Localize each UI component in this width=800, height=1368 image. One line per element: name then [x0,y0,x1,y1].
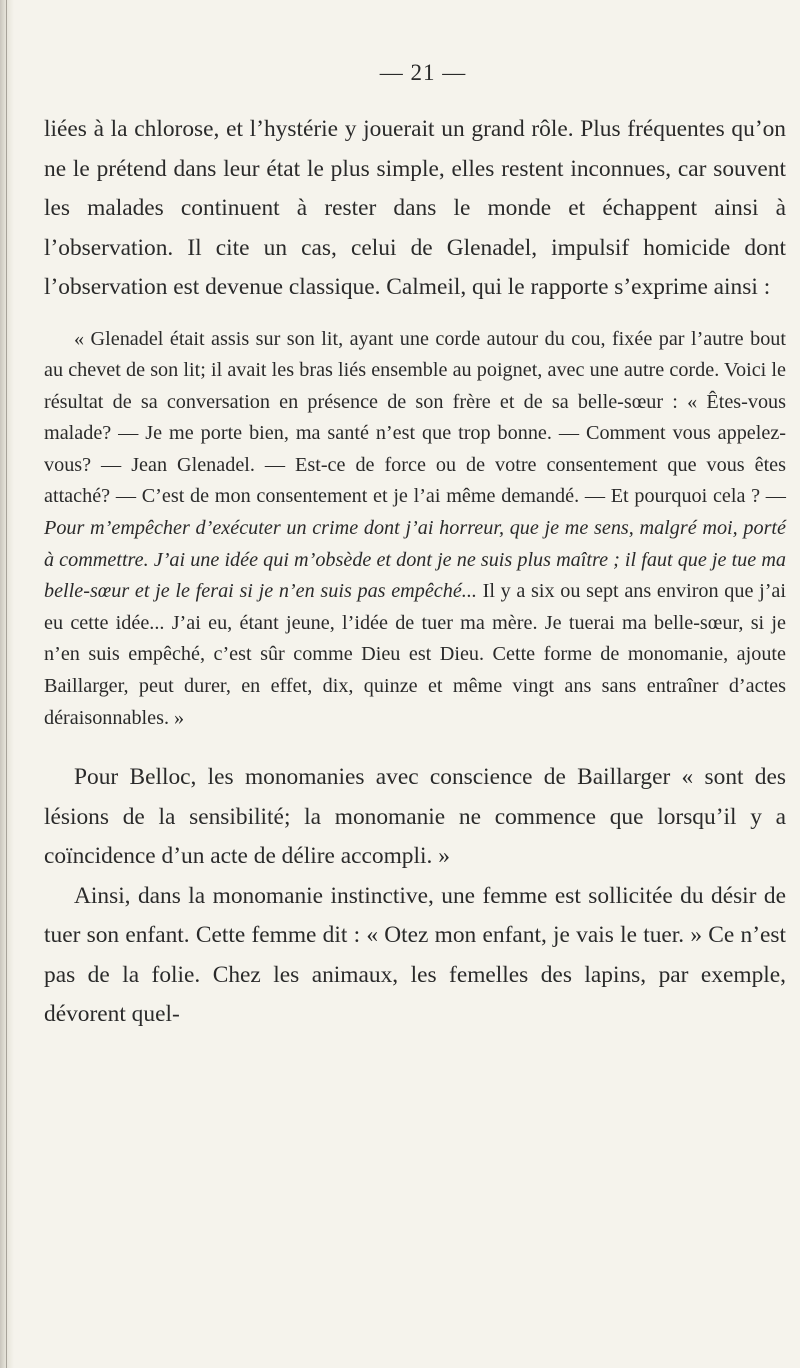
paragraph-monomanie: Ainsi, dans la monomanie instinctive, une femme est sollicitée du désir de tuer son enfant. Cette femme dit : « Otez mon enfant, je vais le tuer. » Ce n’est pas de la folie. Chez les animaux, les femelles des lapins, par exemple, dévorent quel- [44,882,786,1028]
quote-text-start: « Glenadel était assis sur son lit, ayant une corde autour du cou, fixée par l’autre bout au chevet de son lit; il avait les bras liés ensemble au poignet, avec une autre corde. Voici le résultat de sa conversation en présence de son frère et de sa belle-sœur : « Êtes-vous malade? — Je me porte bien, ma santé n’est que trop bonne. — Comment vous appelez-vous? — Jean Glenadel. — Est-ce de force ou de votre consentement que vous êtes attaché? — C’est de mon consentement et je l’ai même demandé. — Et pourquoi cela ? — [44,327,786,508]
paragraph-quotation [44,324,786,735]
page-number: — 21 — [379,60,467,85]
paragraph-intro: liées à la chlorose, et l’hystérie y jouerait un grand rôle. Plus fréquentes qu’on ne le prétend dans leur état le plus simple, elles restent inconnues, car souvent les malades continuent à rester dans le monde et échappent ainsi à l’observation. Il cite un cas, celui de Glenadel, impulsif homicide dont l’observation est devenue classique. Calmeil, qui le rapporte s’exprime ainsi : [44,116,786,300]
page-binding-edge [0,0,14,1368]
quote-text-italic: Pour m’empêcher d’exécuter un crime dont j’ai horreur, que je me sens, malgré moi, porté à commettre. J’ai une idée qui m’obsède et dont je ne suis plus maître ; il faut que je tue ma belle-sœur et je le ferai si je n’en suis pas empêché... [44,517,786,603]
paragraph-belloc: Pour Belloc, les monomanies avec conscience de Baillarger « sont des lésions de la sensibilité; la monomanie ne commence que lorsqu’il y a coïncidence d’un acte de délire accompli. » [44,764,786,870]
quote-text-end: Il y a six ou sept ans environ que j’ai eu cette idée... J’ai eu, étant jeune, l’idée de tuer ma mère. Je tuerai ma belle-sœur, si je n’en suis empêché, c’est sûr comme Dieu est Dieu. Cette forme de monomanie, ajoute Baillarger, peut durer, en effet, dix, quinze et même vingt ans sans entraîner d’actes déraisonnables. » [44,580,787,729]
book-page [44,60,786,1035]
page-binding-line [6,0,7,1368]
